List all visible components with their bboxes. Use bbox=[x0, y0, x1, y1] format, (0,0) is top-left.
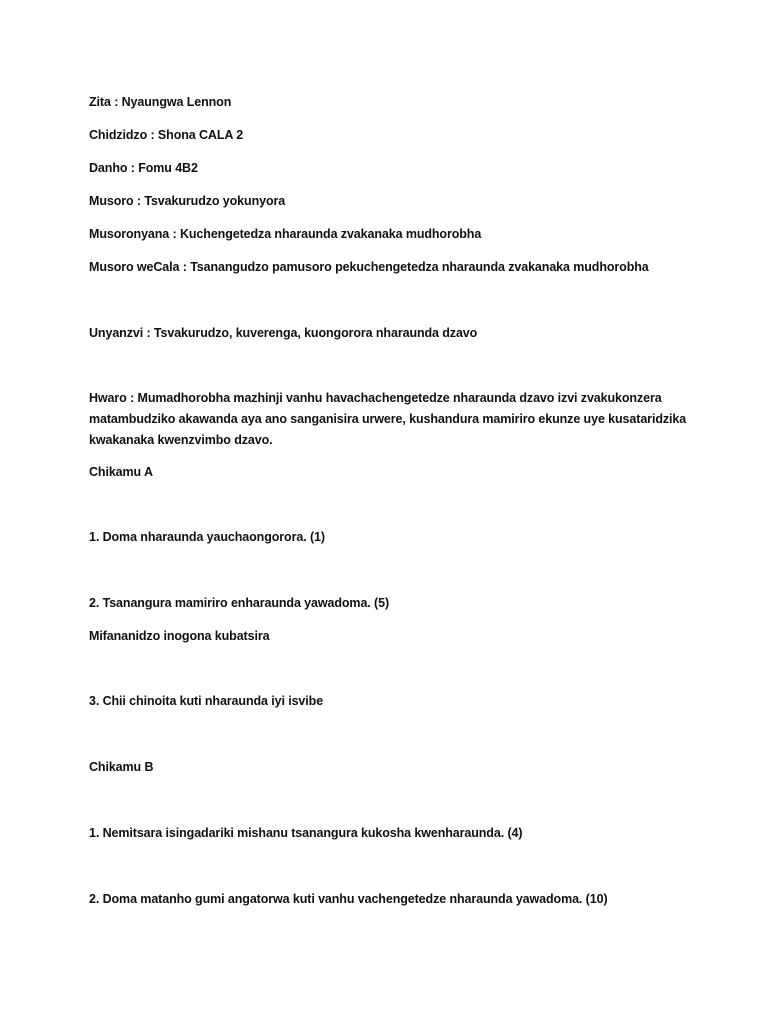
subject-line: Chidzidzo : Shona CALA 2 bbox=[89, 128, 244, 142]
skills-line: Unyanzvi : Tsvakurudzo, kuverenga, kuongorora nharaunda dzavo bbox=[89, 326, 478, 340]
section-a-question-2-note: Mifananidzo inogona kubatsira bbox=[89, 629, 270, 643]
background-line-3: kwakanaka kwenzvimbo dzavo. bbox=[89, 433, 273, 447]
section-a-heading: Chikamu A bbox=[89, 465, 153, 479]
subtopic-line: Musoronyana : Kuchengetedza nharaunda zvakanaka mudhorobha bbox=[89, 227, 482, 241]
background-line-2: matambudziko akawanda aya ano sanganisira urwere, kushandura mamiriro ekunze uye kusataridzika bbox=[89, 412, 687, 426]
section-b-heading: Chikamu B bbox=[89, 760, 154, 774]
section-a-question-3: 3. Chii chinoita kuti nharaunda iyi isvibe bbox=[89, 694, 324, 708]
name-line: Zita : Nyaungwa Lennon bbox=[89, 95, 232, 109]
section-b-question-2: 2. Doma matanho gumi angatorwa kuti vanhu vachengetedze nharaunda yawadoma. (10) bbox=[89, 892, 608, 906]
section-b-question-1: 1. Nemitsara isingadariki mishanu tsanangura kukosha kwenharaunda. (4) bbox=[89, 826, 523, 840]
section-a-question-2: 2. Tsanangura mamiriro enharaunda yawadoma. (5) bbox=[89, 596, 390, 610]
topic-line: Musoro : Tsvakurudzo yokunyora bbox=[89, 194, 286, 208]
section-a-question-1: 1. Doma nharaunda yauchaongorora. (1) bbox=[89, 530, 325, 544]
cala-topic-line: Musoro weCala : Tsanangudzo pamusoro pekuchengetedza nharaunda zvakanaka mudhorobha bbox=[89, 260, 649, 274]
class-line: Danho : Fomu 4B2 bbox=[89, 161, 198, 175]
background-line-1: Hwaro : Mumadhorobha mazhinji vanhu havachachengetedze nharaunda dzavo izvi zvakukonzera bbox=[89, 391, 662, 405]
background-paragraph bbox=[89, 388, 689, 451]
